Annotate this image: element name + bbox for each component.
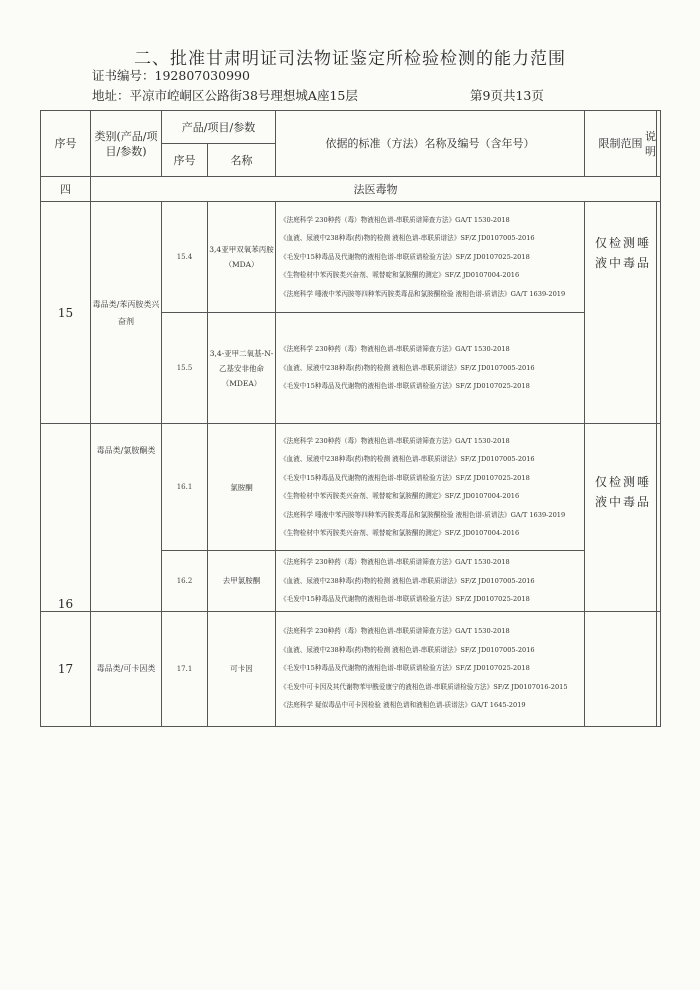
table-row	[41, 202, 661, 313]
section-row	[41, 177, 661, 202]
note-cell	[657, 611, 661, 726]
address-line	[92, 86, 358, 104]
address-value: 平凉市崆峒区公路街38号理想城A座15层	[129, 88, 358, 103]
standard-line: 《血液、尿液中238种毒(药)物的检测 液相色谱-串联质谱法》SF/Z JD0107005-2016	[280, 455, 535, 463]
header-standard: 依据的标准（方法）名称及编号（含年号）	[276, 111, 585, 177]
item-standards	[276, 313, 585, 424]
page-info: 第9页共13页	[470, 88, 544, 103]
item-standards	[276, 424, 585, 551]
standard-line: 《毛发中15种毒品及代谢物的液相色谱-串联质谱检验方法》SF/Z JD0107025-2018	[280, 664, 530, 673]
standard-line: 《法庭科学 230种药（毒）物液相色谱-串联质谱筛查方法》GA/T 1530-2018	[280, 436, 510, 445]
standard-line: 《法庭科学 唾液中苯丙胺等四种苯丙胺类毒品和氯胺酮检验 液相色谱-质谱法》GA/T 1639-2019	[280, 510, 566, 519]
limit-text: 仅检测唾液中毒品	[595, 475, 652, 510]
header-note	[645, 111, 661, 177]
header-product: 产品/项目/参数	[162, 111, 276, 144]
standard-line: 《毛发中15种毒品及代谢物的液相色谱-串联质谱检验方法》SF/Z JD0107025-2018	[280, 473, 530, 482]
standard-line: 《法庭科学 疑似毒品中可卡因检验 液相色谱和液相色谱-质谱法》GA/T 1645-2019	[280, 701, 526, 710]
note-cell	[657, 424, 661, 612]
certificate-line	[92, 66, 250, 84]
header-note-text: 说明	[645, 129, 657, 158]
header-row	[41, 111, 661, 144]
item-standards	[276, 551, 585, 612]
item-name: 3,4-亚甲二氧基-N-乙基安非他命（MDEA）	[208, 313, 276, 424]
standard-line: 《毛发中15种毒品及代谢物的液相色谱-串联质谱检验方法》SF/Z JD0107025-2018	[280, 252, 530, 261]
standard-line: 《毛发中15种毒品及代谢物的液相色谱-串联质谱检验方法》SF/Z JD0107025-2018	[280, 595, 530, 603]
standard-line: 《法庭科学 230种药（毒）物液相色谱-串联质谱筛查方法》GA/T 1530-2018	[280, 627, 510, 636]
item-standards	[276, 202, 585, 313]
standard-line: 《法庭科学 唾液中苯丙胺等四种苯丙胺类毒品和氯胺酮检验 液相色谱-质谱法》GA/T 1639-2019	[280, 289, 566, 298]
standard-line: 《毛发中15种毒品及代谢物的液相色谱-串联质谱检验方法》SF/Z JD0107025-2018	[280, 382, 530, 391]
limit-range	[585, 424, 657, 612]
group-category: 毒品类/苯丙胺类兴奋剂	[91, 202, 162, 424]
item-sub-number: 16.2	[162, 551, 208, 612]
group-category: 毒品类/氯胺酮类	[91, 424, 162, 612]
section-number: 四	[41, 177, 91, 202]
item-sub-number: 15.4	[162, 202, 208, 313]
group-category: 毒品类/可卡因类	[91, 611, 162, 726]
header-limit: 限制范围	[585, 111, 657, 177]
standard-line: 《血液、尿液中238种毒(药)物的检测 液相色谱-串联质谱法》SF/Z JD0107005-2016	[280, 645, 535, 654]
header-sub-seq: 序号	[162, 144, 208, 177]
table-row	[41, 611, 661, 726]
item-sub-number: 16.1	[162, 424, 208, 551]
section-name: 法医毒物	[91, 177, 661, 202]
page-title: 二、批准甘肃明证司法物证鉴定所检验检测的能力范围	[134, 49, 566, 69]
standard-line: 《生物检材中苯丙胺类兴奋剂、哌替啶和氯胺酮的测定》SF/Z JD0107004-2016	[280, 271, 520, 280]
standard-line: 《血液、尿液中238种毒(药)物的检测 液相色谱-串联质谱法》SF/Z JD0107005-2016	[280, 234, 535, 243]
item-name: 3,4亚甲双氧苯丙胺（MDA）	[208, 202, 276, 313]
group-number: 17	[41, 611, 91, 726]
item-standards	[276, 611, 585, 726]
standard-line: 《毛发中可卡因及其代谢物苯甲酰爱康宁的液相色谱-串联质谱检验方法》SF/Z JD0107016-2015	[280, 682, 568, 691]
group-number: 16	[41, 424, 91, 612]
standard-line: 《法庭科学 230种药（毒）物液相色谱-串联质谱筛查方法》GA/T 1530-2018	[280, 345, 510, 354]
standard-line: 《法庭科学 230种药（毒）物液相色谱-串联质谱筛查方法》GA/T 1530-2018	[280, 215, 510, 224]
item-sub-number: 15.5	[162, 313, 208, 424]
address-label: 地址：	[92, 88, 130, 103]
note-cell	[657, 202, 661, 424]
item-sub-number: 17.1	[162, 611, 208, 726]
standard-line: 《血液、尿液中238种毒(药)物的检测 液相色谱-串联质谱法》SF/Z JD0107005-2016	[280, 363, 535, 372]
standard-line: 《法庭科学 230种药（毒）物液相色谱-串联质谱筛查方法》GA/T 1530-2018	[280, 558, 510, 566]
item-name: 去甲氯胺酮	[208, 551, 276, 612]
header-category: 类别(产品/项目/参数)	[91, 111, 162, 177]
header-name: 名称	[208, 144, 276, 177]
standard-line: 《生物检材中苯丙胺类兴奋剂、哌替啶和氯胺酮的测定》SF/Z JD0107004-2016	[280, 529, 520, 537]
table-row	[41, 424, 661, 551]
standard-line: 《血液、尿液中238种毒(药)物的检测 液相色谱-串联质谱法》SF/Z JD0107005-2016	[280, 576, 535, 585]
item-name: 可卡因	[208, 611, 276, 726]
limit-text: 仅检测唾液中毒品	[595, 235, 652, 270]
capability-table	[40, 110, 661, 727]
certificate-label: 证书编号：	[92, 68, 155, 83]
standard-line: 《生物检材中苯丙胺类兴奋剂、哌替啶和氯胺酮的测定》SF/Z JD0107004-2016	[280, 492, 520, 500]
certificate-number: 192807030990	[154, 68, 250, 83]
limit-range	[585, 611, 657, 726]
header-seq: 序号	[41, 111, 91, 177]
limit-range	[585, 202, 657, 424]
group-number: 15	[41, 202, 91, 424]
item-name: 氯胺酮	[208, 424, 276, 551]
